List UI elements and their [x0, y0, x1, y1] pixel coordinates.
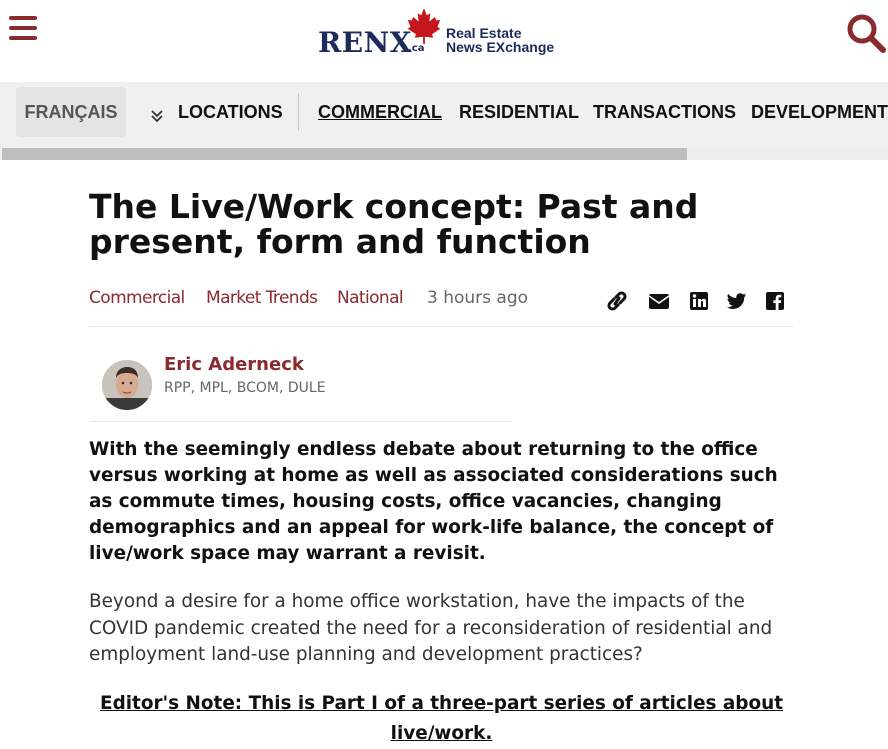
article-title: The Live/Work concept: Past and present, form and function — [89, 187, 699, 261]
twitter-icon[interactable] — [726, 290, 748, 312]
author-photo — [102, 360, 152, 410]
meta-divider — [89, 326, 794, 327]
editor-note-link[interactable]: Editor's Note: This is Part I of a three-part series of articles about live/work. — [100, 693, 783, 744]
hamburger-menu-icon[interactable] — [9, 16, 37, 44]
linkedin-icon[interactable] — [688, 290, 710, 312]
tag-national[interactable]: National — [337, 288, 404, 308]
author-credentials: RPP, MPL, BCOM, DULE — [164, 380, 326, 396]
logo-tagline-line2: News EXchange — [446, 39, 555, 55]
main-nav — [0, 82, 888, 160]
tag-market-trends[interactable]: Market Trends — [206, 288, 318, 308]
maple-leaf-icon — [406, 6, 442, 46]
author-divider — [89, 421, 512, 422]
article-paragraph: Beyond a desire for a home office workstation, have the impacts of the COVID pandemic created the need for a reconsideration of residential and employment land-use planning and development practices? — [89, 591, 773, 665]
search-icon[interactable] — [846, 13, 886, 53]
chevron-down-icon[interactable] — [151, 109, 163, 123]
nav-commercial[interactable]: COMMERCIAL — [318, 102, 442, 122]
renx-logo[interactable] — [318, 8, 578, 66]
logo-ca: .ca — [408, 43, 425, 54]
logo-wordmark: RENX — [318, 26, 412, 59]
author-name[interactable]: Eric Aderneck — [164, 354, 304, 375]
nav-development[interactable]: DEVELOPMENT — [751, 102, 888, 122]
top-bar — [0, 0, 888, 82]
nav-residential[interactable]: RESIDENTIAL — [459, 102, 580, 122]
published-time: 3 hours ago — [427, 288, 529, 308]
logo-tagline — [446, 26, 554, 54]
facebook-icon[interactable] — [764, 290, 786, 312]
nav-transactions[interactable]: TRANSACTIONS — [593, 102, 736, 122]
link-icon[interactable] — [604, 290, 630, 312]
email-icon[interactable] — [648, 290, 670, 312]
nav-locations[interactable]: LOCATIONS — [178, 102, 283, 122]
author-avatar[interactable] — [102, 360, 152, 410]
language-toggle-button[interactable]: FRANÇAIS — [16, 87, 126, 137]
logo-tagline-line1: Real Estate — [446, 25, 522, 41]
article-lead: With the seemingly endless debate about returning to the office versus working at home as well as associated considerations such as commute times, housing costs, office vacancies, changing demographics and an appeal for work-life balance, the concept of live/work space may warrant a revisit. — [89, 439, 778, 564]
tag-commercial[interactable]: Commercial — [89, 288, 185, 308]
nav-divider — [298, 93, 299, 131]
nav-scrollbar-thumb[interactable] — [2, 148, 687, 160]
